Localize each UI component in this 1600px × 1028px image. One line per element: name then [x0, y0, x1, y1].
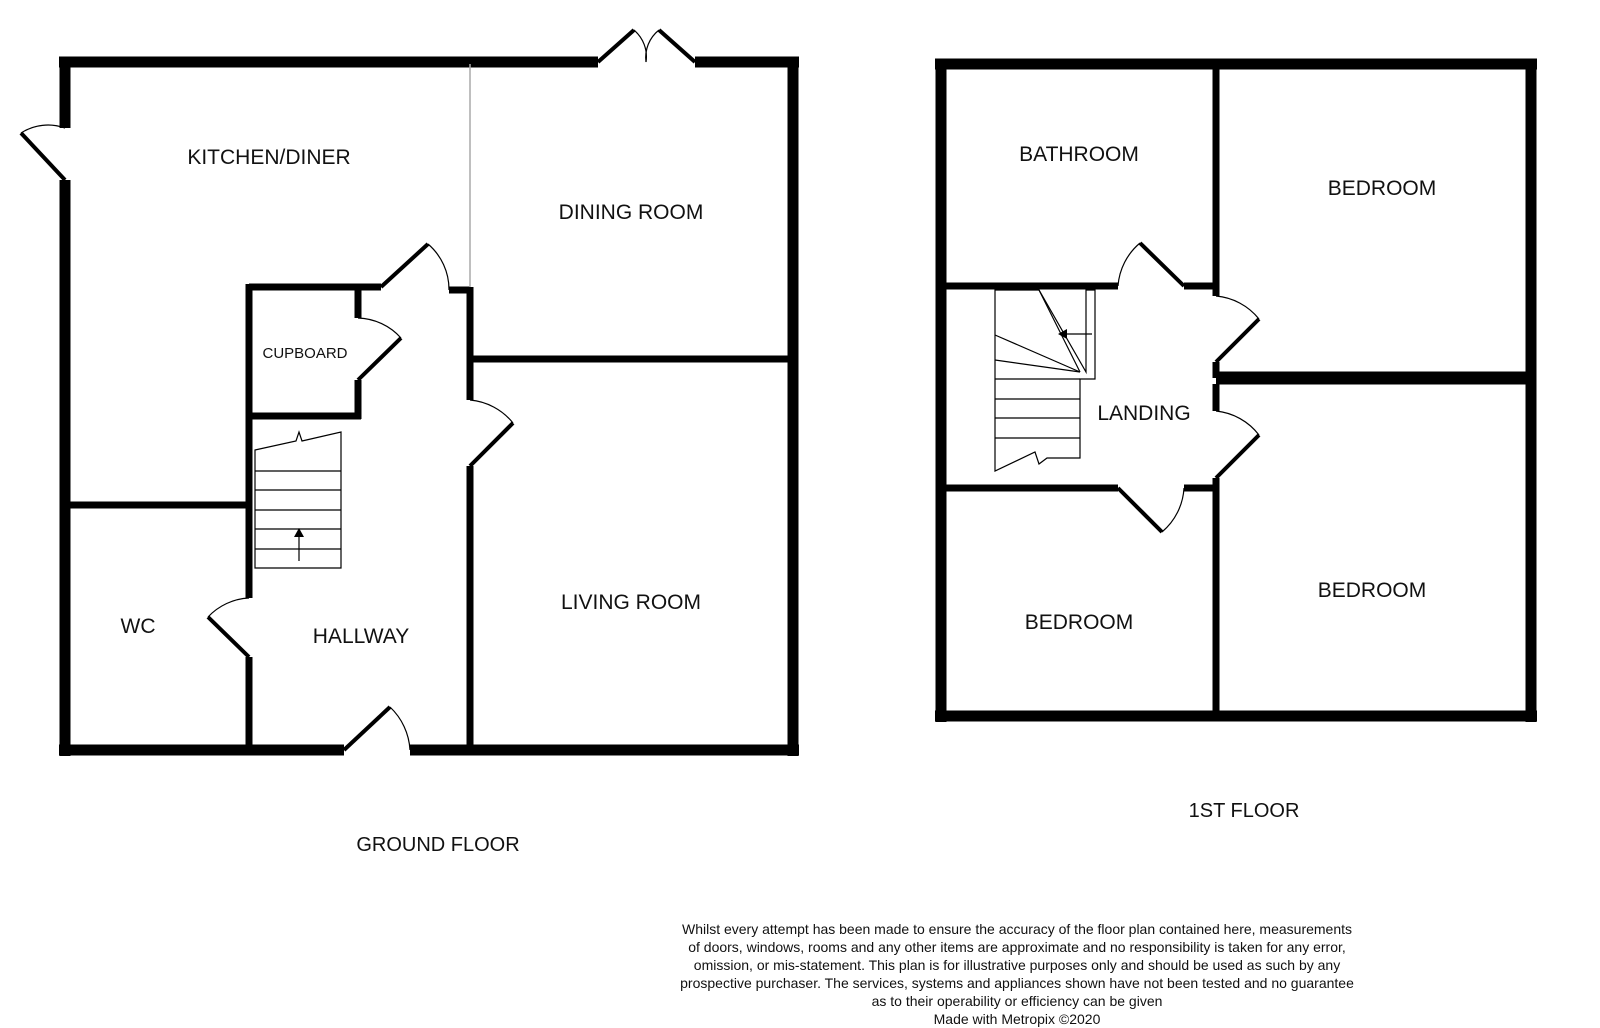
living-room-label: LIVING ROOM: [560, 591, 702, 614]
disclaimer-line: omission, or mis-statement. This plan is for illustrative purposes only and should be used as such by any: [693, 957, 1341, 973]
disclaimer-line: of doors, windows, rooms and any other items are approximate and no responsibility is taken for any error,: [688, 939, 1346, 955]
cupboard-door: [358, 318, 401, 380]
dining-room-french-doors: [598, 30, 695, 62]
ground-floor-stairs: [255, 432, 341, 568]
dining-room-label: DINING ROOM: [558, 201, 704, 224]
bedroom-right-door: [1216, 411, 1259, 478]
bedroom-bottom-door: [1118, 488, 1184, 532]
disclaimer-line: Whilst every attempt has been made to ensure the accuracy of the floor plan contained here, measurements: [681, 921, 1353, 937]
wc-label: WC: [120, 615, 156, 638]
bathroom-door: [1118, 243, 1184, 286]
ground-floor-plan: [21, 30, 799, 856]
ground-floor-interior-walls: [65, 284, 793, 750]
credit-line: Made with Metropix ©2020: [933, 1011, 1101, 1027]
hallway-label: HALLWAY: [312, 625, 410, 648]
bathroom-label: BATHROOM: [1019, 143, 1139, 166]
hallway-kitchen-door: [381, 244, 449, 290]
stairs-up-arrow-icon: [294, 528, 304, 561]
bedroom-bottom-right-label: BEDROOM: [1317, 579, 1427, 602]
bedroom-top-door: [1216, 296, 1259, 362]
bedroom-top-right-label: BEDROOM: [1327, 177, 1437, 200]
front-door: [344, 707, 410, 750]
first-floor-stairs: [995, 290, 1095, 471]
first-floor-label: 1ST FLOOR: [1188, 800, 1300, 822]
landing-label: LANDING: [1097, 402, 1191, 425]
kitchen-diner-label: KITCHEN/DINER: [187, 146, 351, 169]
first-floor-plan: [935, 59, 1537, 822]
ground-floor-label: GROUND FLOOR: [356, 834, 520, 856]
living-room-door: [470, 400, 513, 466]
wc-door: [208, 598, 249, 657]
ground-floor-outer-walls: [59, 57, 799, 756]
bedroom-bottom-left-label: BEDROOM: [1024, 611, 1134, 634]
kitchen-side-door: [21, 125, 65, 180]
disclaimer-line: prospective purchaser. The services, systems and appliances shown have not been tested and no guarantee: [680, 975, 1354, 991]
disclaimer: [680, 921, 1354, 1027]
disclaimer-line: as to their operability or efficiency can be given: [871, 993, 1163, 1009]
cupboard-label: CUPBOARD: [262, 345, 348, 362]
